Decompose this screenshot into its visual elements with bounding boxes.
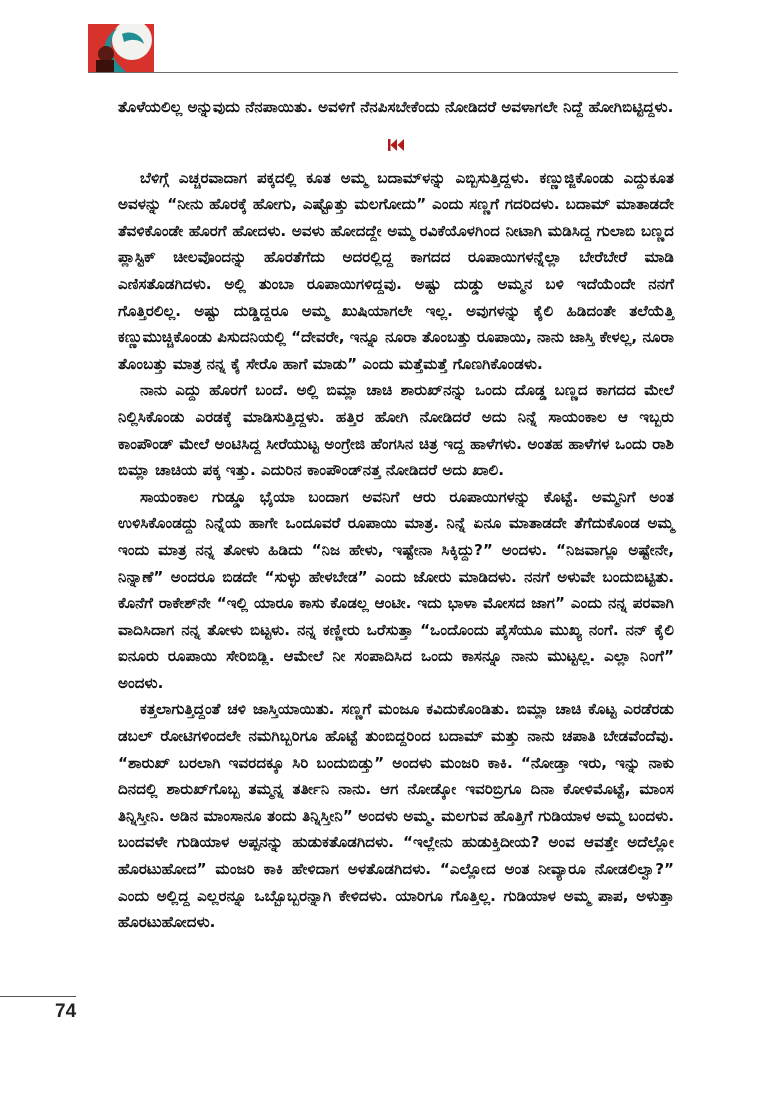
magazine-logo — [88, 24, 154, 72]
article-body — [118, 94, 674, 936]
paragraph: ಕತ್ತಲಾಗುತ್ತಿದ್ದಂತೆ ಚಳಿ ಜಾಸ್ತಿಯಾಯಿತು. ಸಣ್ಣಗೆ ಮಂಜೂ ಕವಿದುಕೊಂಡಿತು. ಬಿಮ್ಲಾ ಚಾಚಿ ಕೊಟ್ಟ ಎರಡೆರಡು ಡಬಲ್ ರೋಟಿಗಳಿಂದಲೇ ನಮಗಿಬ್ಬರಿಗೂ ಹೊಟ್ಟೆ ತುಂಬಿದ್ದರಿಂದ ಬದಾಮ್ ಮತ್ತು ನಾನು ಚಪಾತಿ ಬೇಡವೆಂದೆವು. “ಶಾರುಖ್ ಬರಲಾಗಿ ಇವರದಕ್ಕೂ ಸಿರಿ ಬಂದುಬಿಡ್ತು” ಅಂದಳು ಮಂಜರಿ ಕಾಕಿ. “ನೋಡ್ತಾ ಇರು, ಇನ್ನು ನಾಕು ದಿನದಲ್ಲಿ ಶಾರುಖ್‌ಗೊಬ್ಬ ತಮ್ಮನ್ನ ತರ್ತೀನಿ ನಾನು. ಆಗ ನೋಡ್ಕೋ ಇವರಿಬ್ರಿಗೂ ದಿನಾ ಕೋಳಿಮೊಟ್ಟೆ, ಮಾಂಸ ತಿನ್ನಿಸ್ತೀನಿ. ಅಡಿನ ಮಾಂಸಾನೂ ತಂದು ತಿನ್ನಿಸ್ತೀನಿ” ಅಂದಳು ಅಮ್ಮ. ಮಲಗುವ ಹೊತ್ತಿಗೆ ಗುಡಿಯಾಳ ಅಮ್ಮ ಬಂದಳು. ಬಂದವಳೇ ಗುಡಿಯಾಳ ಅಪ್ಪನನ್ನು ಹುಡುಕತೊಡಗಿದಳು. “ಇಲ್ಲೇನು ಹುಡುಕ್ತಿದೀಯ? ಅಂವ ಆವತ್ತೇ ಅದೆಲ್ಲೋ ಹೊರಟುಹೋದ” ಮಂಜರಿ ಕಾಕಿ ಹೇಳಿದಾಗ ಅಳತೊಡಗಿದಳು. “ಎಲ್ಲೋದ ಅಂತ ನೀವ್ಯಾರೂ ನೋಡಲಿಲ್ವಾ?” ಎಂದು ಅಲ್ಲಿದ್ದ ಎಲ್ಲರನ್ನೂ ಒಬ್ಬೊಬ್ಬರನ್ನಾಗಿ ಕೇಳಿದಳು. ಯಾರಿಗೂ ಗೊತ್ತಿಲ್ಲ. ಗುಡಿಯಾಳ ಅಮ್ಮ ಪಾಪ, ಅಳುತ್ತಾ ಹೊರಟುಹೋದಳು. — [118, 700, 674, 932]
skip-back-icon — [388, 138, 404, 152]
paragraph: ತೊಳೆಯಲಿಲ್ಲ ಅನ್ನುವುದು ನೆನಪಾಯಿತು. ಅವಳಿಗೆ ನೆನಪಿಸಬೇಕೆಂದು ನೋಡಿದರೆ ಅವಳಾಗಲೇ ನಿದ್ದೆ ಹೋಗಿಬಿಟ್ಟಿದ್ದಳು. — [118, 98, 674, 116]
logo-illustration — [88, 24, 154, 72]
section-separator — [118, 129, 674, 161]
paragraph: ಬೆಳಿಗ್ಗೆ ಎಚ್ಚರವಾದಾಗ ಪಕ್ಕದಲ್ಲಿ ಕೂತ ಅಮ್ಮ ಬದಾಮ್‌ಳನ್ನು ಎಬ್ಬಿಸುತ್ತಿದ್ದಳು. ಕಣ್ಣುಜ್ಜಿಕೊಂಡು ಎದ್ದುಕೂತ ಅವಳನ್ನು “ನೀನು ಹೊರಕ್ಕೆ ಹೋಗು, ಎಷ್ಟೊತ್ತು ಮಲಗೋದು” ಎಂದು ಸಣ್ಣಗೆ ಗದರಿದಳು. ಬದಾಮ್ ಮಾತಾಡದೇ ತೆವಳಿಕೊಂಡೇ ಹೊರಗೆ ಹೋದಳು. ಅವಳು ಹೋದದ್ದೇ ಅಮ್ಮ ರವಿಕೆಯೊಳಗಿಂದ ನೀಟಾಗಿ ಮಡಿಸಿದ್ದ ಗುಲಾಬಿ ಬಣ್ಣದ ಪ್ಲಾಸ್ಟಿಕ್ ಚೀಲವೊಂದನ್ನು ಹೊರತೆಗೆದು ಅದರಲ್ಲಿದ್ದ ಕಾಗದದ ರೂಪಾಯಿಗಳನ್ನೆಲ್ಲಾ ಬೇರೆಬೇರೆ ಮಾಡಿ ಎಣಿಸತೊಡಗಿದಳು. ಅಲ್ಲಿ ತುಂಬಾ ರೂಪಾಯಿಗಳಿದ್ದವು. ಅಷ್ಟು ದುಡ್ಡು ಅಮ್ಮನ ಬಳಿ ಇದೆಯೆಂದೇ ನನಗೆ ಗೊತ್ತಿರಲಿಲ್ಲ. ಅಷ್ಟು ದುಡ್ಡಿದ್ದರೂ ಅಮ್ಮ ಖುಷಿಯಾಗಲೇ ಇಲ್ಲ. ಅವುಗಳನ್ನು ಕೈಲಿ ಹಿಡಿದಂತೇ ತಲೆಯೆತ್ತಿ ಕಣ್ಣುಮುಚ್ಚಿಕೊಂಡು ಪಿಸುದನಿಯಲ್ಲಿ “ದೇವರೇ, ಇನ್ನೂ ನೂರಾ ತೊಂಬತ್ತು ರೂಪಾಯಿ, ನಾನು ಜಾಸ್ತಿ ಕೇಳಲ್ಲ, ನೂರಾ ತೊಂಬತ್ತು ಮಾತ್ರ ನನ್ನ ಕೈ ಸೇರೊ ಹಾಗೆ ಮಾಡು” ಎಂದು ಮತ್ತೆಮತ್ತೆ ಗೊಣಗಿಕೊಂಡಳು. — [118, 168, 674, 373]
paragraph: ಸಾಯಂಕಾಲ ಗುಡ್ಡೂ ಭೈಯಾ ಬಂದಾಗ ಅವನಿಗೆ ಆರು ರೂಪಾಯಿಗಳನ್ನು ಕೊಟ್ಟೆ. ಅಮ್ಮನಿಗೆ ಅಂತ ಉಳಿಸಿಕೊಂಡದ್ದು ನಿನ್ನೆಯ ಹಾಗೇ ಒಂದೂವರೆ ರೂಪಾಯಿ ಮಾತ್ರ. ನಿನ್ನೆ ಏನೂ ಮಾತಾಡದೇ ತೆಗೆದುಕೊಂಡ ಅಮ್ಮ ಇಂದು ಮಾತ್ರ ನನ್ನ ತೋಳು ಹಿಡಿದು “ನಿಜ ಹೇಳು, ಇಷ್ಟೇನಾ ಸಿಕ್ಕಿದ್ದು?” ಅಂದಳು. “ನಿಜವಾಗ್ಲೂ ಅಷ್ಟೇನೇ, ನಿನ್ನಾಣೆ” ಅಂದರೂ ಬಿಡದೇ “ಸುಳ್ಳು ಹೇಳಬೇಡ” ಎಂದು ಜೋರು ಮಾಡಿದಳು. ನನಗೆ ಅಳುವೇ ಬಂದುಬಿಟ್ಟಿತು. ಕೊನೆಗೆ ರಾಕೇಶ್‌ನೇ “ಇಲ್ಲಿ ಯಾರೂ ಕಾಸು ಕೊಡಲ್ಲ ಆಂಟೀ. ಇದು ಭಾಳಾ ಮೋಸದ ಜಾಗ” ಎಂದು ನನ್ನ ಪರವಾಗಿ ವಾದಿಸಿದಾಗ ನನ್ನ ತೋಳು ಬಿಟ್ಟಳು. ನನ್ನ ಕಣ್ಣೀರು ಒರೆಸುತ್ತಾ “ಒಂದೊಂದು ಪೈಸೆಯೂ ಮುಖ್ಯ ನಂಗೆ. ನನ್ ಕೈಲಿ ಐನೂರು ರೂಪಾಯಿ ಸೇರಿಬಿಡ್ಲಿ. ಆಮೇಲೆ ನೀ ಸಂಪಾದಿಸಿದ ಒಂದು ಕಾಸನ್ನೂ ನಾನು ಮುಟ್ಟಲ್ಲ. ಎಲ್ಲಾ ನಿಂಗೆ” ಅಂದಳು. — [118, 487, 674, 692]
paragraph: ನಾನು ಎದ್ದು ಹೊರಗೆ ಬಂದೆ. ಅಲ್ಲಿ ಬಿಮ್ಲಾ ಚಾಚಿ ಶಾರುಖ್‌ನನ್ನು ಒಂದು ದೊಡ್ಡ ಬಣ್ಣದ ಕಾಗದದ ಮೇಲೆ ನಿಲ್ಲಿಸಿಕೊಂಡು ಎರಡಕ್ಕೆ ಮಾಡಿಸುತ್ತಿದ್ದಳು. ಹತ್ತಿರ ಹೋಗಿ ನೋಡಿದರೆ ಅದು ನಿನ್ನೆ ಸಾಯಂಕಾಲ ಆ ಇಬ್ಬರು ಕಾಂಪೌಂಡ್ ಮೇಲೆ ಅಂಟಿಸಿದ್ದ ಸೀರೆಯುಟ್ಟ ಅಂಗ್ರೇಜಿ ಹೆಂಗಸಿನ ಚಿತ್ರ ಇದ್ದ ಹಾಳೆಗಳು. ಅಂತಹ ಹಾಳೆಗಳ ಒಂದು ರಾಶಿ ಬಿಮ್ಲಾ ಚಾಚಿಯ ಪಕ್ಕ ಇತ್ತು. ಎದುರಿನ ಕಾಂಪೌಂಡ್‌ನತ್ತ ನೋಡಿದರೆ ಅದು ಖಾಲಿ. — [118, 381, 674, 480]
header-rule — [88, 72, 678, 73]
page-number: 74 — [55, 1001, 77, 1022]
footer-rule — [0, 996, 76, 997]
